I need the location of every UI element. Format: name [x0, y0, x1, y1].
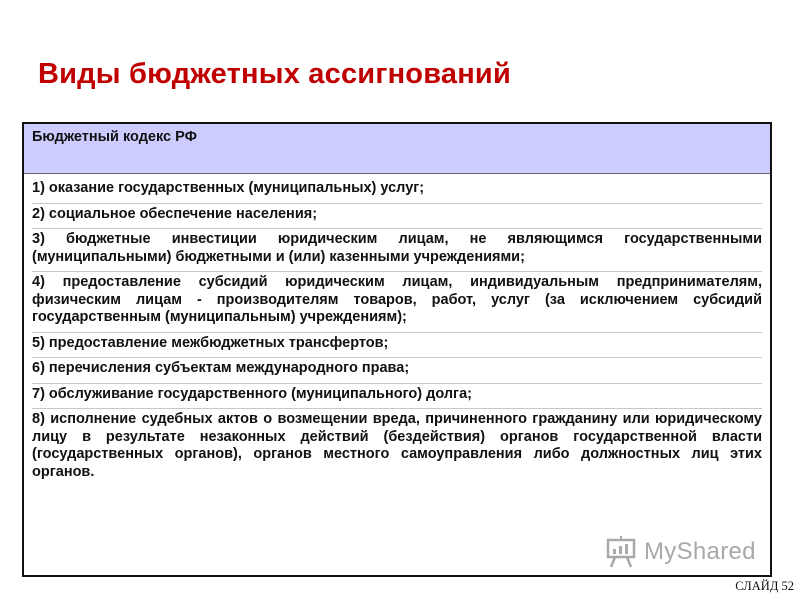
list-item-1: 1) оказание государственных (муниципальных) услуг; — [32, 180, 762, 204]
list-item-2: 2) социальное обеспечение населения; — [32, 206, 762, 230]
slide-title: Виды бюджетных ассигнований — [38, 58, 511, 90]
list-item-3: 3) бюджетные инвестиции юридическим лицам, не являющимся государственными (муниципальными) бюджетными и (или) казенными учреждениями; — [32, 231, 762, 272]
slide-number: СЛАЙД 52 — [735, 579, 794, 593]
myshared-watermark — [606, 535, 756, 569]
list-item-5: 5) предоставление межбюджетных трансфертов; — [32, 335, 762, 359]
watermark-text: MyShared — [644, 538, 756, 565]
table-header: Бюджетный кодекс РФ — [24, 124, 770, 174]
list-item-6: 6) перечисления субъектам международного права; — [32, 360, 762, 384]
appropriations-table — [22, 122, 772, 577]
appropriations-list — [24, 174, 770, 486]
presentation-board-icon — [606, 535, 636, 569]
list-item-4: 4) предоставление субсидий юридическим лицам, индивидуальным предпринимателям, физическим лицам - производителям товаров, работ, услуг (за исключением субсидий государственным (муниципальным) учреждениям); — [32, 274, 762, 333]
list-item-8: 8) исполнение судебных актов о возмещении вреда, причиненного гражданину или юридическому лицу в результате незаконных действий (бездействия) органов государственной власти (государственных органов), органов местного самоуправления либо должностных лиц этих органов. — [32, 411, 762, 480]
list-item-7: 7) обслуживание государственного (муниципального) долга; — [32, 386, 762, 410]
